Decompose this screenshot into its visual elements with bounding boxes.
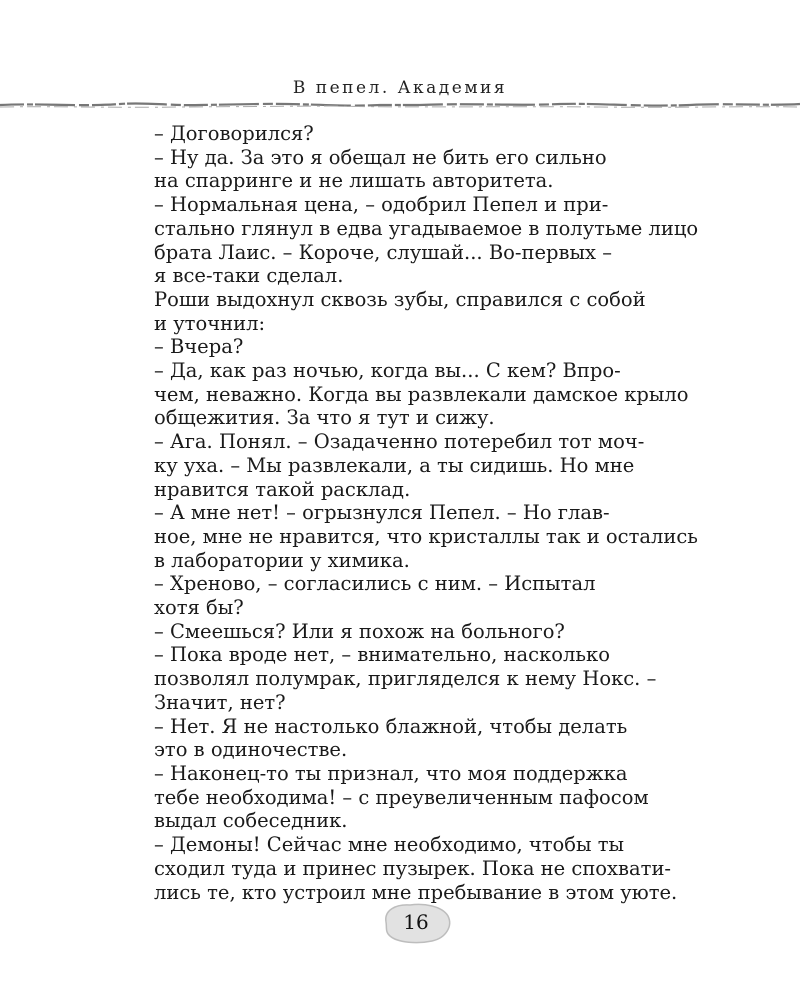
text-line: ное, мне не нравится, что кристаллы так и остались <box>154 524 698 548</box>
page-number: 16 <box>403 910 429 934</box>
text-line: тебе необходима! – с преувеличенным пафосом <box>154 785 649 809</box>
paragraph <box>124 146 708 193</box>
text-line: стально глянул в едва угадываемое в полутьме лицо <box>154 216 699 240</box>
text-line: общежития. За что я тут и сижу. <box>154 406 495 430</box>
text-line: Значит, нет? <box>154 690 286 714</box>
text-line: – Нормальная цена, – одобрил Пепел и при- <box>154 193 609 217</box>
text-line: это в одиночестве. <box>154 738 348 762</box>
paragraph <box>124 288 708 335</box>
text-line: я все-таки сделал. <box>154 264 344 288</box>
text-line: – Договорился? <box>154 122 314 145</box>
paragraph <box>124 715 708 762</box>
text-line: лись те, кто устроил мне пребывание в этом уюте. <box>154 880 678 904</box>
paragraph <box>124 359 708 430</box>
text-line: на спарринге и не лишать авторитета. <box>154 169 554 193</box>
text-line: – Да, как раз ночью, когда вы... С кем? Впро- <box>154 359 621 383</box>
paragraph <box>124 122 708 146</box>
text-line: сходил туда и принес пузырек. Пока не спохвати- <box>154 856 672 880</box>
page-number-badge <box>376 900 456 946</box>
paragraph <box>124 335 708 359</box>
text-line: – А мне нет! – огрызнулся Пепел. – Но глав- <box>154 501 610 525</box>
text-line: нравится такой расклад. <box>154 477 411 501</box>
paragraph <box>124 762 708 833</box>
running-header <box>0 68 800 118</box>
paragraph <box>124 620 708 644</box>
paragraph <box>124 193 708 288</box>
body-text <box>124 122 708 904</box>
text-line: – Нет. Я не настолько блажной, чтобы делать <box>154 714 628 738</box>
text-line: чем, неважно. Когда вы развлекали дамское крыло <box>154 382 689 406</box>
text-line: – Вчера? <box>154 335 244 359</box>
paragraph <box>124 501 708 572</box>
paragraph <box>124 833 708 904</box>
text-line: позволял полумрак, пригляделся к нему Нокс. – <box>154 667 657 691</box>
text-line: ку уха. – Мы развлекали, а ты сидишь. Но мне <box>154 453 635 477</box>
text-line: – Хреново, – согласились с ним. – Испытал <box>154 572 596 596</box>
text-line: – Пока вроде нет, – внимательно, насколько <box>154 643 610 667</box>
text-line: – Смеешься? Или я похож на больного? <box>154 619 565 643</box>
text-line: – Демоны! Сейчас мне необходимо, чтобы ты <box>154 833 625 857</box>
paragraph <box>124 643 708 714</box>
paragraph <box>124 430 708 501</box>
text-line: брата Лаис. – Короче, слушай... Во-первых – <box>154 240 612 264</box>
running-header-title: В пепел. Академия <box>292 78 508 98</box>
text-line: в лаборатории у химика. <box>154 548 410 572</box>
text-line: хотя бы? <box>154 596 244 620</box>
text-line: и уточнил: <box>154 311 266 335</box>
text-line: – Наконец-то ты признал, что моя поддержка <box>154 761 628 785</box>
paragraph <box>124 572 708 619</box>
text-line: Роши выдохнул сквозь зубы, справился с собой <box>154 287 646 311</box>
text-line: – Ага. Понял. – Озадаченно потеребил тот моч- <box>154 430 645 454</box>
text-line: – Ну да. За это я обещал не бить его сильно <box>154 145 607 169</box>
ornamental-rule <box>0 98 800 112</box>
text-line: выдал собеседник. <box>154 809 348 833</box>
